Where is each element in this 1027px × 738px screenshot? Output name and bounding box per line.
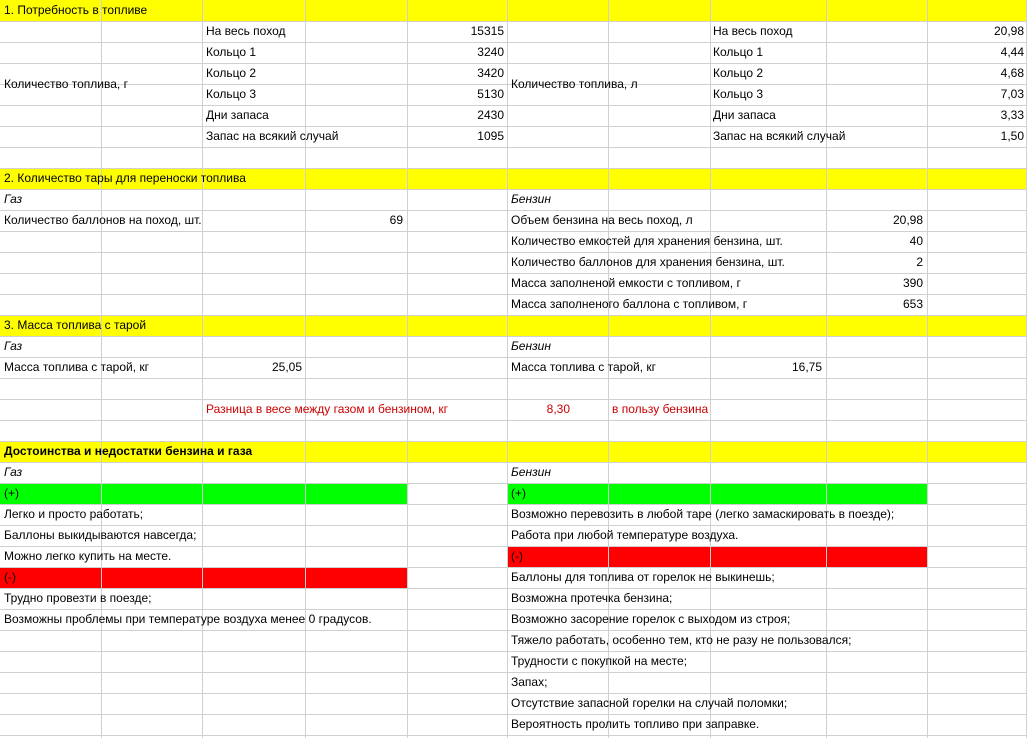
petrol-con-item[interactable]: Тяжело работать, особенно тем, кто не разу не пользовался;: [511, 633, 852, 647]
grid-row-line: [0, 315, 1027, 316]
gas-mass-value[interactable]: 25,05: [271, 360, 302, 374]
petrol-mass-value[interactable]: 16,75: [791, 360, 822, 374]
grams-value[interactable]: 1095: [477, 129, 504, 143]
petrol-header[interactable]: Бензин: [511, 192, 551, 206]
gas-pro-item[interactable]: Легко и просто работать;: [4, 507, 144, 521]
petrol-con-item[interactable]: Возможна протечка бензина;: [511, 591, 673, 605]
gas-minus-label[interactable]: (-): [4, 570, 16, 584]
section3-title[interactable]: 3. Масса топлива с тарой: [4, 318, 147, 332]
gas-cylinders-value[interactable]: 69: [389, 213, 403, 227]
petrol-row-label[interactable]: Количество баллонов для хранения бензина, шт.: [511, 255, 785, 269]
gas-mass-label[interactable]: Масса топлива с тарой, кг: [4, 360, 150, 374]
petrol-con-item[interactable]: Запах;: [511, 675, 548, 689]
liters-value[interactable]: 4,44: [1000, 45, 1024, 59]
liters-item[interactable]: Кольцо 1: [713, 45, 764, 59]
grid-row-line: [0, 147, 1027, 148]
grams-value[interactable]: 2430: [477, 108, 504, 122]
petrol-con-item[interactable]: Вероятность пролить топливо при заправке.: [511, 717, 760, 731]
grams-value[interactable]: 3420: [477, 66, 504, 80]
grid-row-line: [0, 378, 1027, 379]
liters-item[interactable]: Дни запаса: [713, 108, 776, 122]
petrol-con-item[interactable]: Баллоны для топлива от горелок не выкинешь;: [511, 570, 775, 584]
petrol-minus-label[interactable]: (-): [511, 549, 523, 563]
petrol-row-value[interactable]: 40: [909, 234, 923, 248]
petrol-row-label[interactable]: Объем бензина на весь поход, л: [511, 213, 693, 227]
grid-row-line: [0, 735, 1027, 736]
gas-plus-label[interactable]: (+): [4, 486, 19, 500]
gas-minus-fill: [0, 567, 407, 588]
liters-item[interactable]: Кольцо 3: [713, 87, 764, 101]
grid-column-line: [507, 0, 508, 738]
petrol-row-value[interactable]: 390: [902, 276, 923, 290]
petrol-plus-label[interactable]: (+): [511, 486, 526, 500]
gas-header[interactable]: Газ: [4, 465, 23, 479]
weight-difference-note[interactable]: в пользу бензина: [612, 402, 709, 416]
grid-row-line: [0, 126, 1027, 127]
liters-value[interactable]: 3,33: [1000, 108, 1024, 122]
gas-cylinders-label[interactable]: Количество баллонов на поход, шт.: [4, 213, 202, 227]
weight-difference-label[interactable]: Разница в весе между газом и бензином, кг: [206, 402, 449, 416]
petrol-pro-item[interactable]: Работа при любой температуре воздуха.: [511, 528, 739, 542]
grams-item[interactable]: Кольцо 2: [206, 66, 257, 80]
petrol-pro-item[interactable]: Возможно перевозить в любой таре (легко замаскировать в поезде);: [511, 507, 895, 521]
petrol-row-value[interactable]: 2: [916, 255, 923, 269]
gas-pro-item[interactable]: Баллоны выкидываются навсегда;: [4, 528, 197, 542]
petrol-header[interactable]: Бензин: [511, 465, 551, 479]
section2-title[interactable]: 2. Количество тары для переноски топлива: [4, 171, 246, 185]
fuel-liters-label[interactable]: Количество топлива, л: [511, 77, 638, 91]
liters-item[interactable]: Запас на всякий случай: [713, 129, 846, 143]
gas-pro-item[interactable]: Можно легко купить на месте.: [4, 549, 172, 563]
grams-value[interactable]: 15315: [470, 24, 504, 38]
grid-row-line: [0, 105, 1027, 106]
petrol-con-item[interactable]: Возможно засорение горелок с выходом из строя;: [511, 612, 791, 626]
gas-con-item[interactable]: Трудно провезти в поезде;: [4, 591, 152, 605]
section4-title[interactable]: Достоинства и недостатки бензина и газа: [4, 444, 253, 458]
petrol-minus-fill: [507, 546, 927, 567]
liters-value[interactable]: 4,68: [1000, 66, 1024, 80]
petrol-con-item[interactable]: Отсутствие запасной горелки на случай поломки;: [511, 696, 788, 710]
grid-row-line: [0, 63, 1027, 64]
grams-item[interactable]: Дни запаса: [206, 108, 269, 122]
petrol-row-value[interactable]: 653: [902, 297, 923, 311]
grams-item[interactable]: На весь поход: [206, 24, 286, 38]
gas-con-item[interactable]: Возможны проблемы при температуре воздуха менее 0 градусов.: [4, 612, 372, 626]
gas-header[interactable]: Газ: [4, 339, 23, 353]
gas-plus-fill: [0, 483, 407, 504]
section1-header-fill: [0, 0, 1027, 21]
grams-item[interactable]: Кольцо 3: [206, 87, 257, 101]
petrol-plus-fill: [507, 483, 927, 504]
liters-value[interactable]: 20,98: [993, 24, 1024, 38]
petrol-row-label[interactable]: Масса заполненого баллона с топливом, г: [511, 297, 748, 311]
grams-item[interactable]: Запас на всякий случай: [206, 129, 339, 143]
grid-row-line: [0, 420, 1027, 421]
liters-item[interactable]: Кольцо 2: [713, 66, 764, 80]
liters-value[interactable]: 1,50: [1000, 129, 1024, 143]
liters-item[interactable]: На весь поход: [713, 24, 793, 38]
section3-header-fill: [0, 315, 1027, 336]
grid-column-line: [826, 0, 827, 738]
petrol-row-label[interactable]: Масса заполненой емкости с топливом, г: [511, 276, 741, 290]
weight-difference-value[interactable]: 8,30: [546, 402, 570, 416]
section1-title[interactable]: 1. Потребность в топливе: [4, 3, 148, 17]
petrol-mass-label[interactable]: Масса топлива с тарой, кг: [511, 360, 657, 374]
grid-row-line: [0, 21, 1027, 22]
grid-row-line: [0, 42, 1027, 43]
petrol-con-item[interactable]: Трудности с покупкой на месте;: [511, 654, 688, 668]
grams-item[interactable]: Кольцо 1: [206, 45, 257, 59]
liters-value[interactable]: 7,03: [1000, 87, 1024, 101]
petrol-row-value[interactable]: 20,98: [892, 213, 923, 227]
fuel-grams-label[interactable]: Количество топлива, г: [4, 77, 128, 91]
grams-value[interactable]: 3240: [477, 45, 504, 59]
grams-value[interactable]: 5130: [477, 87, 504, 101]
petrol-header[interactable]: Бензин: [511, 339, 551, 353]
petrol-row-label[interactable]: Количество емкостей для хранения бензина, шт.: [511, 234, 783, 248]
gas-header[interactable]: Газ: [4, 192, 23, 206]
